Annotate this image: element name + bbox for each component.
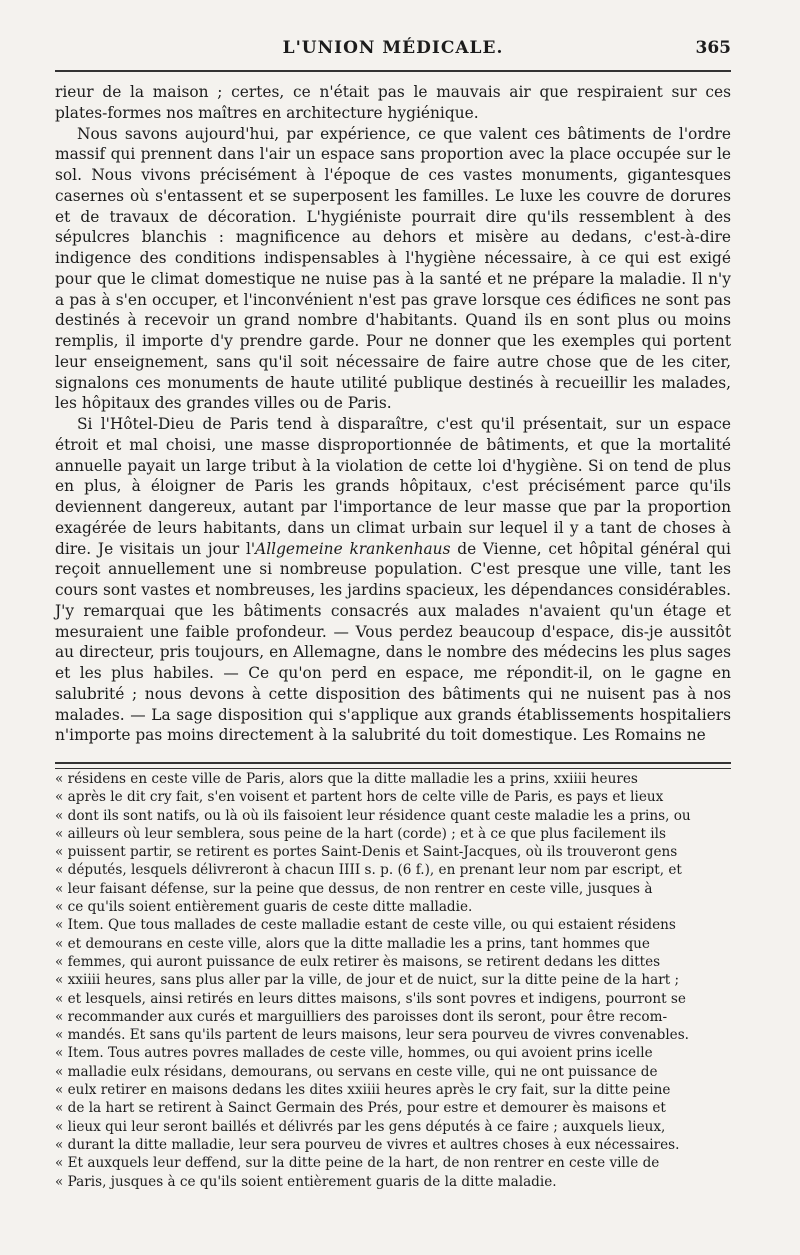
footnote-line: « Paris, jusques à ce qu'ils soient entièrement guaris de la ditte maladie.: [55, 1173, 557, 1190]
paragraph-3: [55, 414, 731, 746]
footnote-line: « Et auxquels leur deffend, sur la ditte peine de la hart, de non rentrer en ceste ville de: [55, 1155, 660, 1172]
footnote-rule: [55, 762, 731, 769]
footnote-line: « et demourans en ceste ville, alors que la ditte malladie les a prins, tant hommes que: [55, 935, 650, 952]
footnote-line: « eulx retirer en maisons dedans les dites xxiiii heures après le cry fait, sur la ditte peine: [55, 1082, 671, 1099]
footnote-line: « puissent partir, se retirent es portes Saint-Denis et Saint-Jacques, où ils trouveront gens: [55, 844, 678, 861]
footnote-line: « Item. Tous autres povres mallades de ceste ville, hommes, ou qui avoient prins icelle: [55, 1045, 653, 1062]
running-title: L'UNION MÉDICALE.: [282, 38, 504, 58]
footnote-line: « leur faisant défense, sur la peine que dessus, de non rentrer en ceste ville, jusques à: [55, 880, 653, 897]
paragraph-3-part-1: Si l'Hôtel-Dieu de Paris tend à disparaître, c'est qu'il présentait, sur un espace étroit et mal choisi, une masse disproportionnée de bâtiments, et que la mortalité annuelle payait un large tribut à la violation de cette loi d'hygiène. Si on tend de plus en plus, à éloigner de Paris les grands hôpitaux, c'est précisément parce qu'ils deviennent dangereux, autant par l'importance de leur masse que par la proportion exagérée de leurs habitants, dans un climat urbain sur lequel il y a tant de choses à dire. Je visitais un jour l': [55, 415, 731, 558]
footnote-line: « résidens en ceste ville de Paris, alors que la ditte malladie les a prins, xxiiii heures: [55, 771, 638, 787]
footnote-line: « recommander aux curés et marguilliers des paroisses dont ils seront, pour être recom-: [55, 1008, 668, 1025]
footnote-line: « dont ils sont natifs, ou là où ils faisoient leur résidence quant ceste maladie les a prins, ou: [55, 807, 691, 824]
footnote-line: « femmes, qui auront puissance de eulx retirer ès maisons, se retirent dedans les dittes: [55, 953, 661, 970]
footnote-line: « ce qu'ils soient entièrement guaris de ceste ditte malladie.: [55, 899, 473, 916]
paragraph-3-part-2: de Vienne, cet hôpital général qui reçoit annuellement une si nombreuse population. C'est presque une ville, tant les cours sont vastes et nombreuses, les jardins spacieux, les dépendances considérables. J'y remarquai que les bâtiments consacrés aux malades n'avaient qu'un étage et mesuraient une faible profondeur. — Vous perdez beaucoup d'espace, dis-je aussitôt au directeur, pris toujours, en Allemagne, dans le nombre des médecins les plus sages et les plus habiles. — Ce qu'on perd en espace, me répondit-il, on le gagne en salubrité ; nous devons à cette disposition des bâtiments qui ne nuisent pas à nos malades. — La sage disposition qui s'applique aux grands établissements hospitaliers n'importe pas moins directement à la salubrité du toit domestique. Les Romains ne: [55, 539, 731, 745]
footnote-line: « députés, lesquels délivreront à chacun IIII s. p. (6 f.), en prenant leur nom par escript, et: [55, 862, 682, 879]
paragraph-3-italic-title: Allgemeine krankenhaus: [255, 539, 451, 558]
footnote: [55, 770, 731, 1191]
footnote-line: « Item. Que tous mallades de ceste malladie estant de ceste ville, ou qui estaient résidens: [55, 917, 676, 934]
paragraph-1: rieur de la maison ; certes, ce n'était pas le mauvais air que respiraient sur ces plates-formes nos maîtres en architecture hygiénique.: [55, 83, 731, 122]
page-header: [55, 38, 731, 68]
footnote-line: « xxiiii heures, sans plus aller par la ville, de jour et de nuict, sur la ditte peine de la hart ;: [55, 972, 680, 989]
footnote-line: « ailleurs où leur semblera, sous peine de la hart (corde) ; et à ce que plus facilement ils: [55, 825, 666, 842]
footnote-line: « lieux qui leur seront baillés et délivrés par les gens députés à ce faire ; auxquels lieux,: [55, 1118, 666, 1135]
footnote-line: « malladie eulx résidans, demourans, ou servans en ceste ville, qui ne ont puissance de: [55, 1063, 658, 1080]
footnote-line: « mandés. Et sans qu'ils partent de leurs maisons, leur sera pourveu de vivres convenables.: [55, 1027, 690, 1044]
footnote-line: « et lesquels, ainsi retirés en leurs dittes maisons, s'ils sont povres et indigens, pourront se: [55, 990, 686, 1007]
footnote-line: « de la hart se retirent à Sainct Germain des Prés, pour estre et demourer ès maisons et: [55, 1100, 666, 1117]
main-text: [55, 82, 731, 746]
footnote-line: « après le dit cry fait, s'en voisent et partent hors de celte ville de Paris, es pays et lieux: [55, 789, 664, 806]
footnote-line: « durant la ditte malladie, leur sera pourveu de vivres et aultres choses à eux nécessaires.: [55, 1136, 680, 1153]
header-rule: [55, 70, 731, 72]
page-number: 365: [695, 38, 731, 58]
paragraph-2: Nous savons aujourd'hui, par expérience, ce que valent ces bâtiments de l'ordre massif qui prennent dans l'air un espace sans proportion avec la place occupée sur le sol. Nous vivons précisément à l'époque de ces vastes monuments, gigantesques casernes où s'entassent et se superposent les familles. Le luxe les couvre de dorures et de travaux de décoration. L'hygiéniste pourrait dire qu'ils ressemblent à des sépulcres blanchis : magnificence au dehors et misère au dedans, c'est-à-dire indigence des conditions indispensables à l'hygiène nécessaire, à ce qui est exigé pour que le climat domestique ne nuise pas à la santé et ne prépare la maladie. Il n'y a pas à s'en occuper, et l'inconvénient n'est pas grave lorsque ces édifices ne sont pas destinés à recevoir un grand nombre d'habitants. Quand ils en sont plus ou moins remplis, il importe d'y prendre garde. Pour ne donner que les exemples qui portent leur enseignement, sans qu'il soit nécessaire de faire autre chose que de les citer, signalons ces monuments de haute utilité publique destinés à recueillir les malades, les hôpitaux des grandes villes ou de Paris.: [55, 124, 731, 413]
